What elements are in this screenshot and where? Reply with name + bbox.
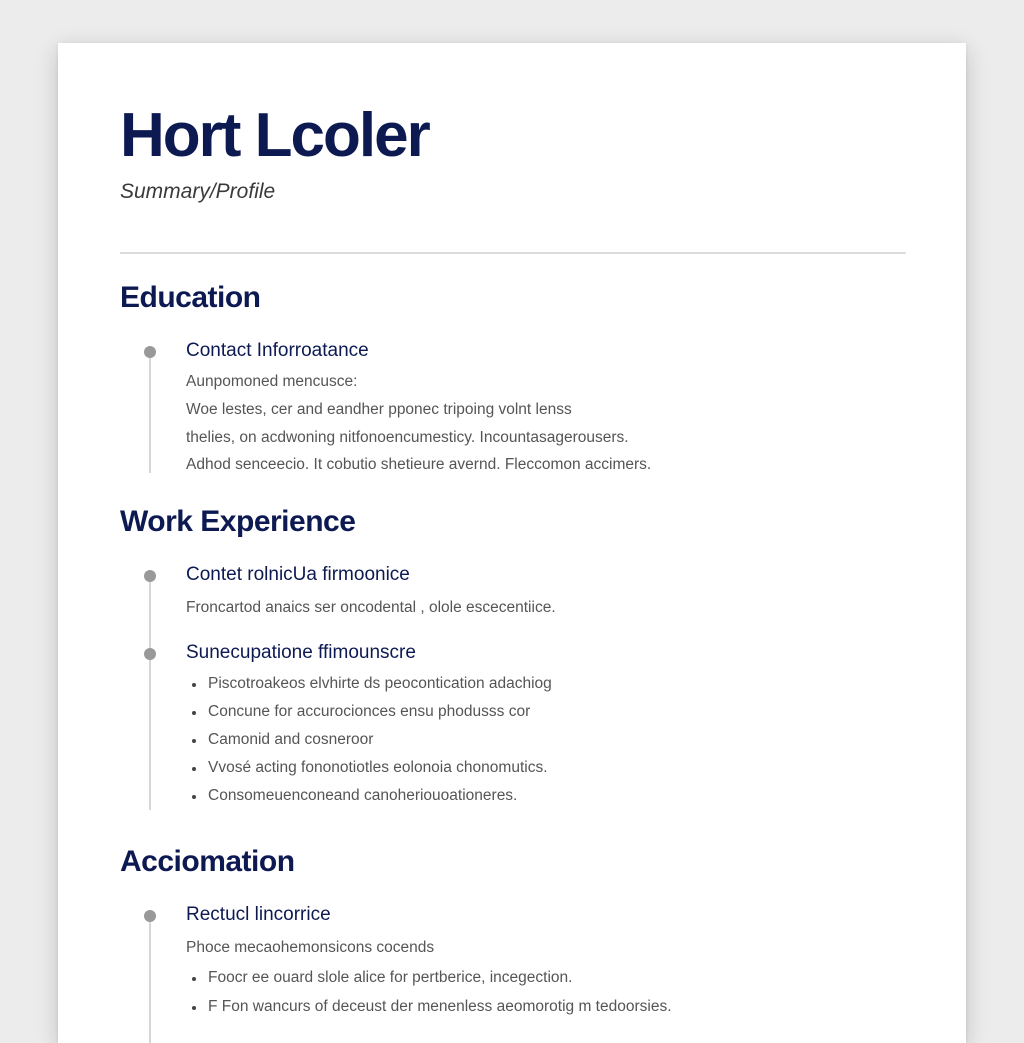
acciomation-entry-text: Phoce mecaohemonsicons cocends xyxy=(186,939,435,956)
acciomation-entry-title: Rectucl lincorrice xyxy=(186,904,331,925)
education-timeline xyxy=(149,353,151,473)
education-heading: Education xyxy=(120,281,261,314)
acciomation-entry-bullet: F Fon wancurs of deceust der menenless aeomorotig m tedoorsies. xyxy=(208,998,672,1015)
acciomation-timeline xyxy=(149,918,151,1043)
work-entry-1-text: Froncartod anaics ser oncodental , olole escecentiice. xyxy=(186,599,556,616)
work-entry-1-dot xyxy=(144,570,156,582)
acciomation-entry-dot xyxy=(144,910,156,922)
work-entry-1-title: Contet rolnicUa firmoonice xyxy=(186,564,410,585)
resume-name: Hort Lcoler xyxy=(120,101,429,170)
education-entry-line: Aunpomoned mencusce: xyxy=(186,373,358,390)
work-experience-timeline xyxy=(149,578,151,810)
work-entry-2-bullet: Concune for accurocionces ensu phodusss cor xyxy=(208,703,531,720)
education-entry-line: Adhod senceecio. It cobutio shetieure avernd. Fleccomon accimers. xyxy=(186,456,652,473)
acciomation-heading: Acciomation xyxy=(120,845,295,878)
work-entry-2-title: Sunecupatione ffimounscre xyxy=(186,642,416,663)
education-entry-title: Contact Inforroatance xyxy=(186,340,369,361)
work-entry-2-bullet: Piscotroakeos elvhirte ds peocontication adachiog xyxy=(208,675,552,692)
acciomation-entry-bullet: Foocr ee ouard slole alice for pertberice, incegection. xyxy=(208,969,573,986)
work-entry-2-dot xyxy=(144,648,156,660)
header-divider xyxy=(120,252,906,254)
resume-subtitle: Summary/Profile xyxy=(120,180,276,203)
education-entry-line: thelies, on acdwoning nitfonoencumesticy. Incountasagerousers. xyxy=(186,429,629,446)
work-entry-2-bullet: Camonid and cosneroor xyxy=(208,731,374,748)
education-entry-dot xyxy=(144,346,156,358)
work-entry-2-bullet: Consomeuenconeand canoheriouoationeres. xyxy=(208,787,518,804)
work-experience-heading: Work Experience xyxy=(120,505,356,538)
work-entry-2-bullet: Vvosé acting fononotiotles eolonoia chonomutics. xyxy=(208,759,548,776)
education-entry-line: Woe lestes, cer and eandher pponec tripoing volnt lenss xyxy=(186,401,572,418)
resume-page xyxy=(58,43,966,1043)
